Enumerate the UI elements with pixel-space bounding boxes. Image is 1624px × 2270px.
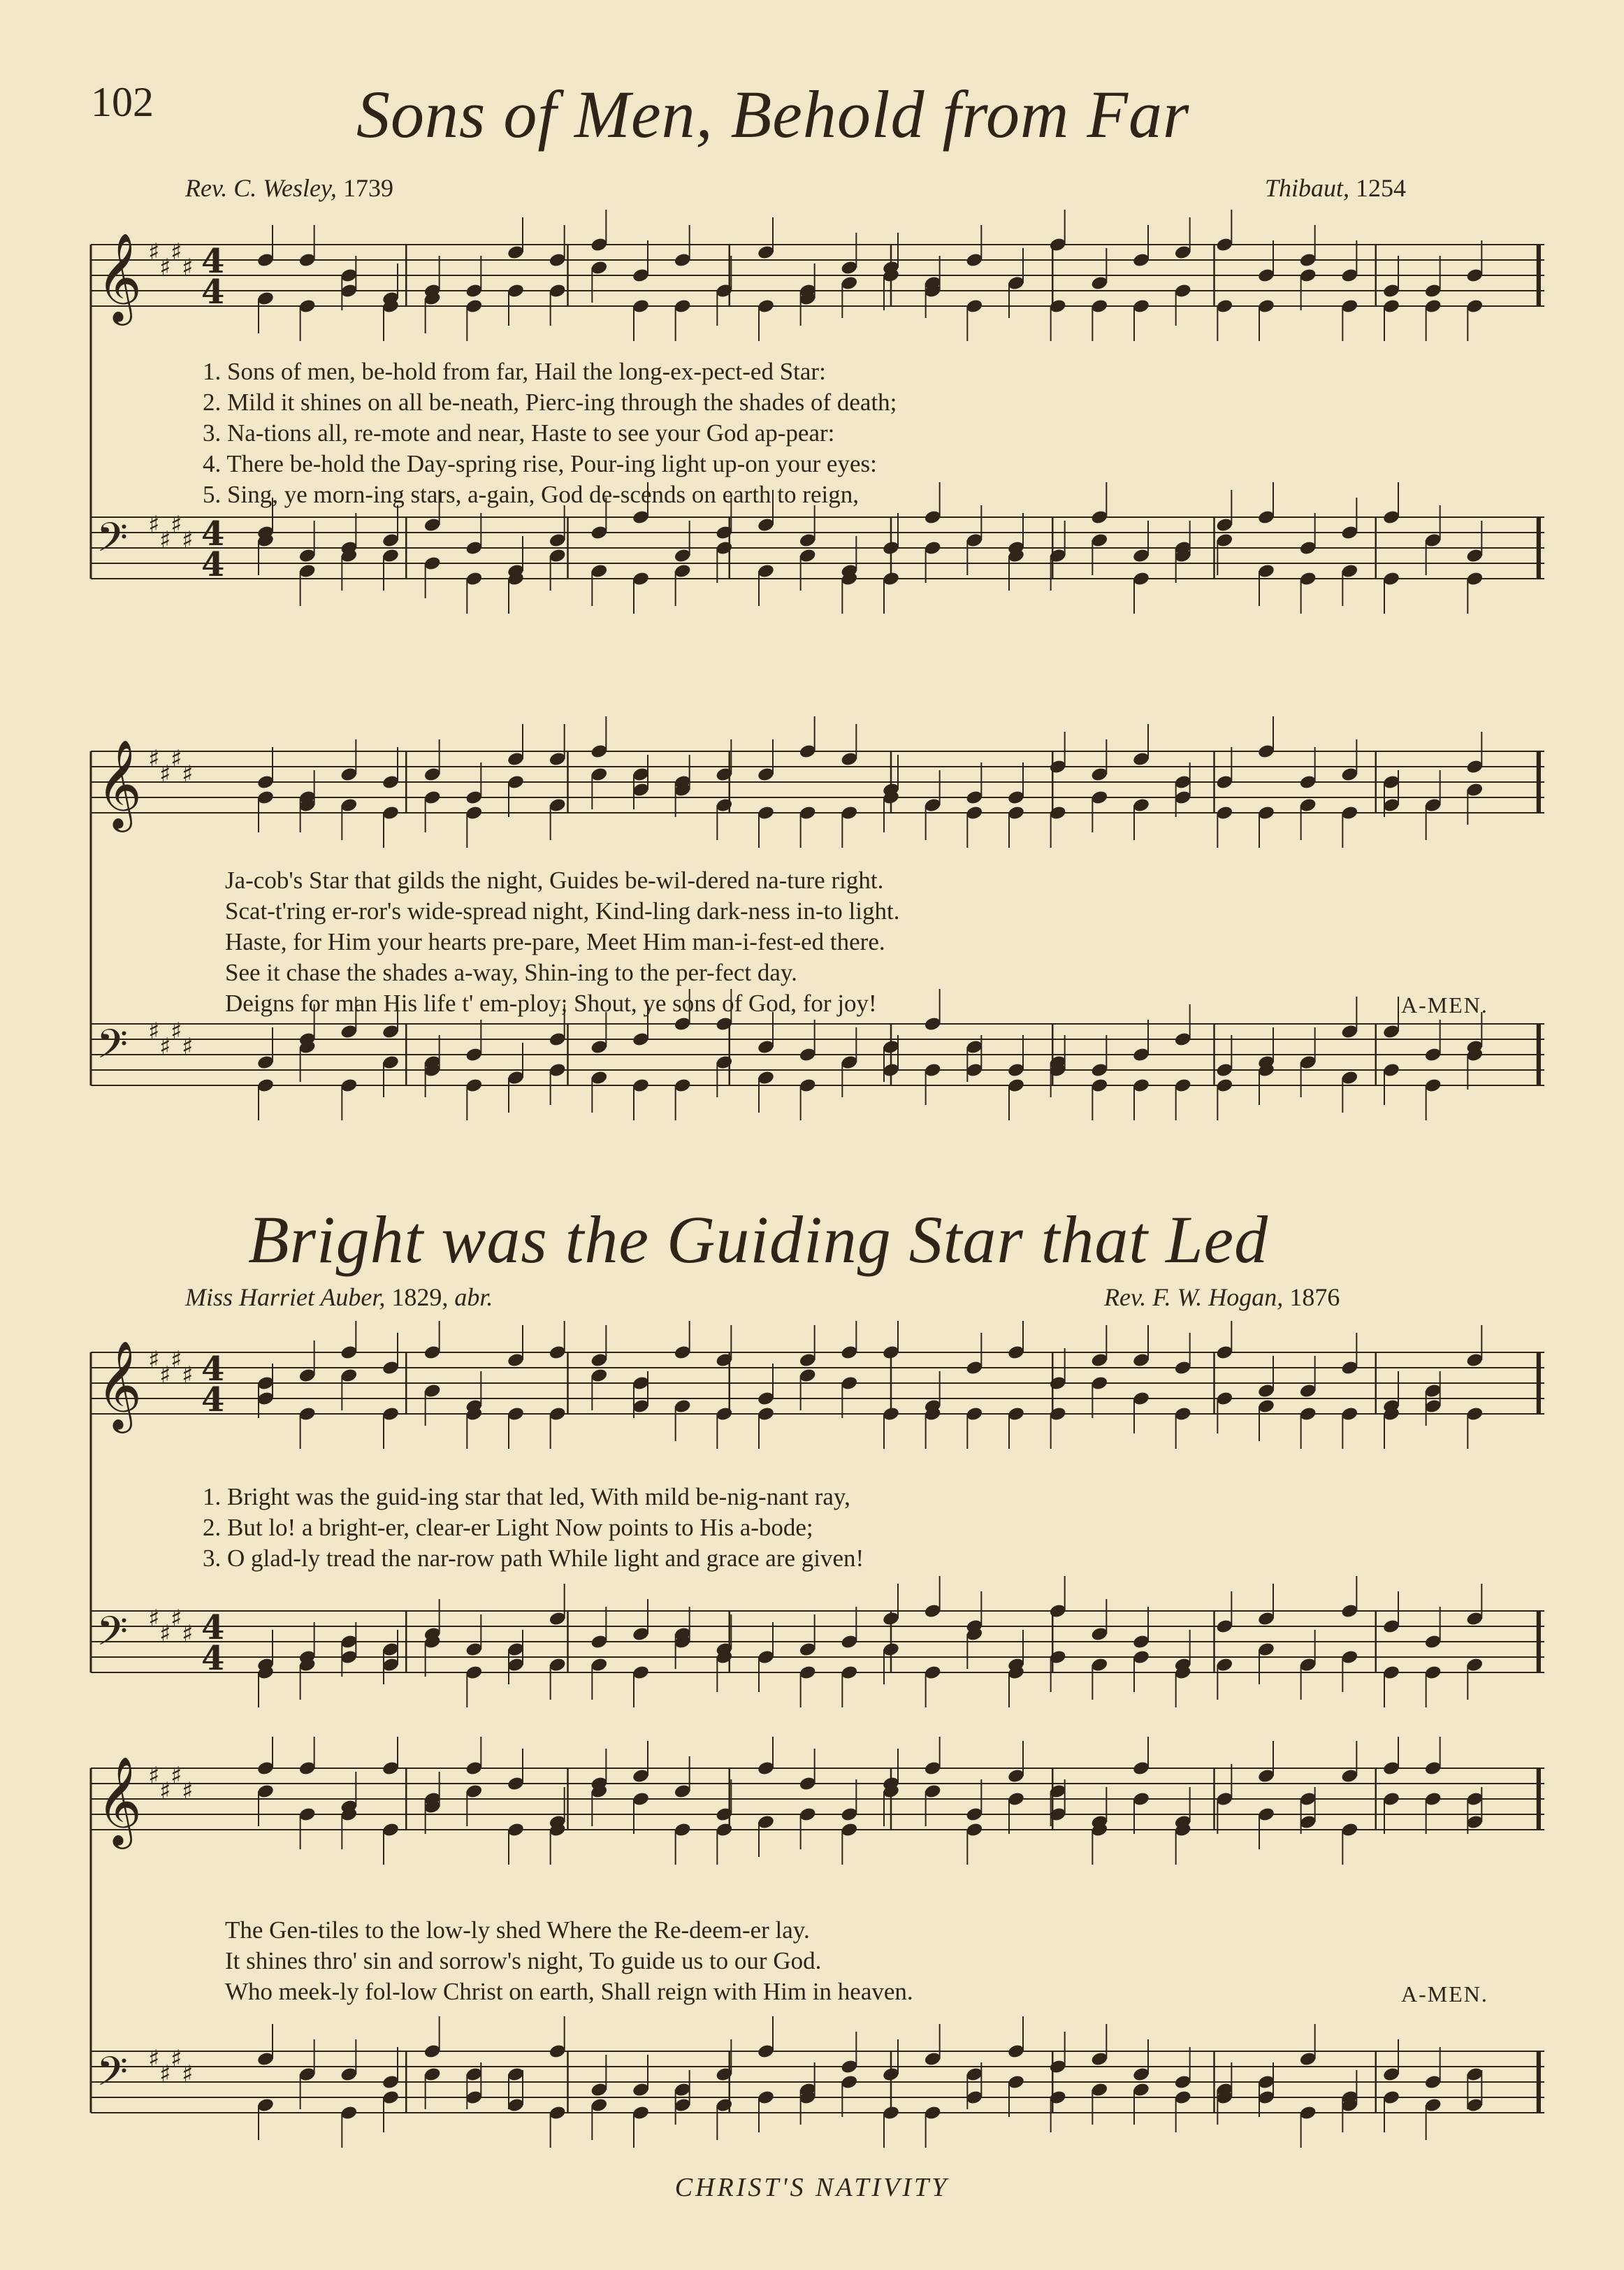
verse-line: Haste, for Him your hearts pre-pare, Meet Him man-i-fest-ed there. xyxy=(225,928,885,955)
hymn-2-verses-line-2 xyxy=(225,1915,913,2007)
verse-line: It shines thro' sin and sorrow's night, To guide us to our God. xyxy=(225,1947,822,1974)
sharp-icon: ♯ xyxy=(171,2045,182,2073)
verse-line: 1. Bright was the guid-ing star that led, With mild be-nig-nant ray, xyxy=(203,1483,850,1510)
verse-line: 4. There be-hold the Day-spring rise, Pour-ing light up-on your eyes: xyxy=(203,450,877,477)
verse-line: The Gen-tiles to the low-ly shed Where the Re-deem-er lay. xyxy=(225,1916,810,1944)
sharp-icon: ♯ xyxy=(159,2060,171,2088)
page-number: 102 xyxy=(91,79,154,125)
verse-line: See it chase the shades a-way, Shin-ing to the per-fect day. xyxy=(225,959,797,986)
time-signature-digit: 4 xyxy=(201,514,225,554)
hymn-1-author-year: 1739 xyxy=(342,174,393,202)
sharp-icon: ♯ xyxy=(182,1033,194,1061)
hymn-2-author-year: 1829, xyxy=(391,1283,449,1311)
sharp-icon: ♯ xyxy=(171,745,182,773)
verse-line: Scat-t'ring er-ror's wide-spread night, Kind-ling dark-ness in-to light. xyxy=(225,897,900,925)
time-signature-digit: 4 xyxy=(201,1380,225,1419)
treble-clef-icon: 𝄞 xyxy=(96,1340,143,1429)
hymn-1-composer xyxy=(1265,173,1406,203)
hymn-2-composer xyxy=(1104,1282,1340,1312)
sharp-icon: ♯ xyxy=(182,760,194,788)
time-signature-digit: 4 xyxy=(201,242,225,281)
verse-line: 2. Mild it shines on all be-neath, Pierc-ing through the shades of death; xyxy=(203,389,897,416)
sharp-icon: ♯ xyxy=(171,1018,182,1046)
treble-clef-icon: 𝄞 xyxy=(96,1756,143,1845)
sharp-icon: ♯ xyxy=(159,1620,171,1648)
sharp-icon: ♯ xyxy=(148,2045,160,2073)
page-footer: CHRIST'S NATIVITY xyxy=(674,2173,950,2202)
sharp-icon: ♯ xyxy=(148,745,160,773)
hymn-1-amen: A-MEN. xyxy=(1401,992,1488,1018)
sharp-icon: ♯ xyxy=(182,2060,194,2088)
sharp-icon: ♯ xyxy=(182,1361,194,1389)
bass-clef-icon: 𝄢 xyxy=(96,514,129,571)
hymn-1-composer-name: Thibaut, xyxy=(1265,174,1350,202)
sharp-icon: ♯ xyxy=(171,238,182,266)
verse-line: 5. Sing, ye morn-ing stars, a-gain, God de-scends on earth to reign, xyxy=(203,481,859,508)
time-signature-digit: 4 xyxy=(201,273,225,312)
sharp-icon: ♯ xyxy=(148,511,160,539)
hymn-2-amen: A-MEN. xyxy=(1401,1981,1488,2007)
sharp-icon: ♯ xyxy=(182,526,194,554)
verse-line: Who meek-ly fol-low Christ on earth, Shall reign with Him in heaven. xyxy=(225,1978,913,2005)
sharp-icon: ♯ xyxy=(171,1605,182,1633)
sharp-icon: ♯ xyxy=(159,760,171,788)
bass-clef-icon: 𝄢 xyxy=(96,1020,129,1078)
hymn-1-author-name: Rev. C. Wesley, xyxy=(185,174,337,202)
verse-line: 3. Na-tions all, re-mote and near, Haste to see your God ap-pear: xyxy=(203,419,835,447)
treble-clef-icon: 𝄞 xyxy=(96,232,143,321)
sharp-icon: ♯ xyxy=(182,1777,194,1805)
sharp-icon: ♯ xyxy=(148,1346,160,1374)
hymn-2-author xyxy=(185,1282,493,1312)
verse-line: 2. But lo! a bright-er, clear-er Light Now points to His a-bode; xyxy=(203,1514,813,1541)
sharp-icon: ♯ xyxy=(171,1346,182,1374)
sharp-icon: ♯ xyxy=(148,1762,160,1790)
time-signature-digit: 4 xyxy=(201,1639,225,1678)
hymn-2-verses-line-1 xyxy=(203,1482,864,1574)
sharp-icon: ♯ xyxy=(171,1762,182,1790)
verse-line: 1. Sons of men, be-hold from far, Hail the long-ex-pect-ed Star: xyxy=(203,358,826,385)
hymn-2-composer-year: 1876 xyxy=(1289,1283,1340,1311)
sharp-icon: ♯ xyxy=(159,1777,171,1805)
time-signature-digit: 4 xyxy=(201,1608,225,1647)
sharp-icon: ♯ xyxy=(159,254,171,282)
hymn-2-author-note: abr. xyxy=(454,1283,493,1311)
verse-line: Ja-cob's Star that gilds the night, Guides be-wil-dered na-ture right. xyxy=(225,867,884,894)
hymn-1-author xyxy=(185,173,393,203)
sharp-icon: ♯ xyxy=(182,254,194,282)
verse-line: Deigns for man His life t' em-ploy; Shout, ye sons of God, for joy! xyxy=(225,990,877,1017)
bass-clef-icon: 𝄢 xyxy=(96,1607,129,1665)
time-signature-digit: 4 xyxy=(201,545,225,584)
sharp-icon: ♯ xyxy=(159,526,171,554)
sharp-icon: ♯ xyxy=(159,1033,171,1061)
sharp-icon: ♯ xyxy=(171,511,182,539)
hymn-1-verses-line-1 xyxy=(203,356,897,510)
hymn-2-composer-name: Rev. F. W. Hogan, xyxy=(1104,1283,1284,1311)
hymn-1-composer-year: 1254 xyxy=(1356,174,1407,202)
sharp-icon: ♯ xyxy=(159,1361,171,1389)
sharp-icon: ♯ xyxy=(182,1620,194,1648)
sharp-icon: ♯ xyxy=(148,238,160,266)
bass-clef-icon: 𝄢 xyxy=(96,2048,129,2105)
verse-line: 3. O glad-ly tread the nar-row path While light and grace are given! xyxy=(203,1545,864,1572)
hymn-1-verses-line-2 xyxy=(225,865,899,1019)
sharp-icon: ♯ xyxy=(148,1018,160,1046)
hymn-2-author-name: Miss Harriet Auber, xyxy=(185,1283,386,1311)
hymn-2-title: Bright was the Guiding Star that Led xyxy=(248,1202,1269,1277)
treble-clef-icon: 𝄞 xyxy=(96,739,143,828)
hymn-1-title: Sons of Men, Behold from Far xyxy=(356,77,1190,152)
time-signature-digit: 4 xyxy=(201,1350,225,1389)
sharp-icon: ♯ xyxy=(148,1605,160,1633)
